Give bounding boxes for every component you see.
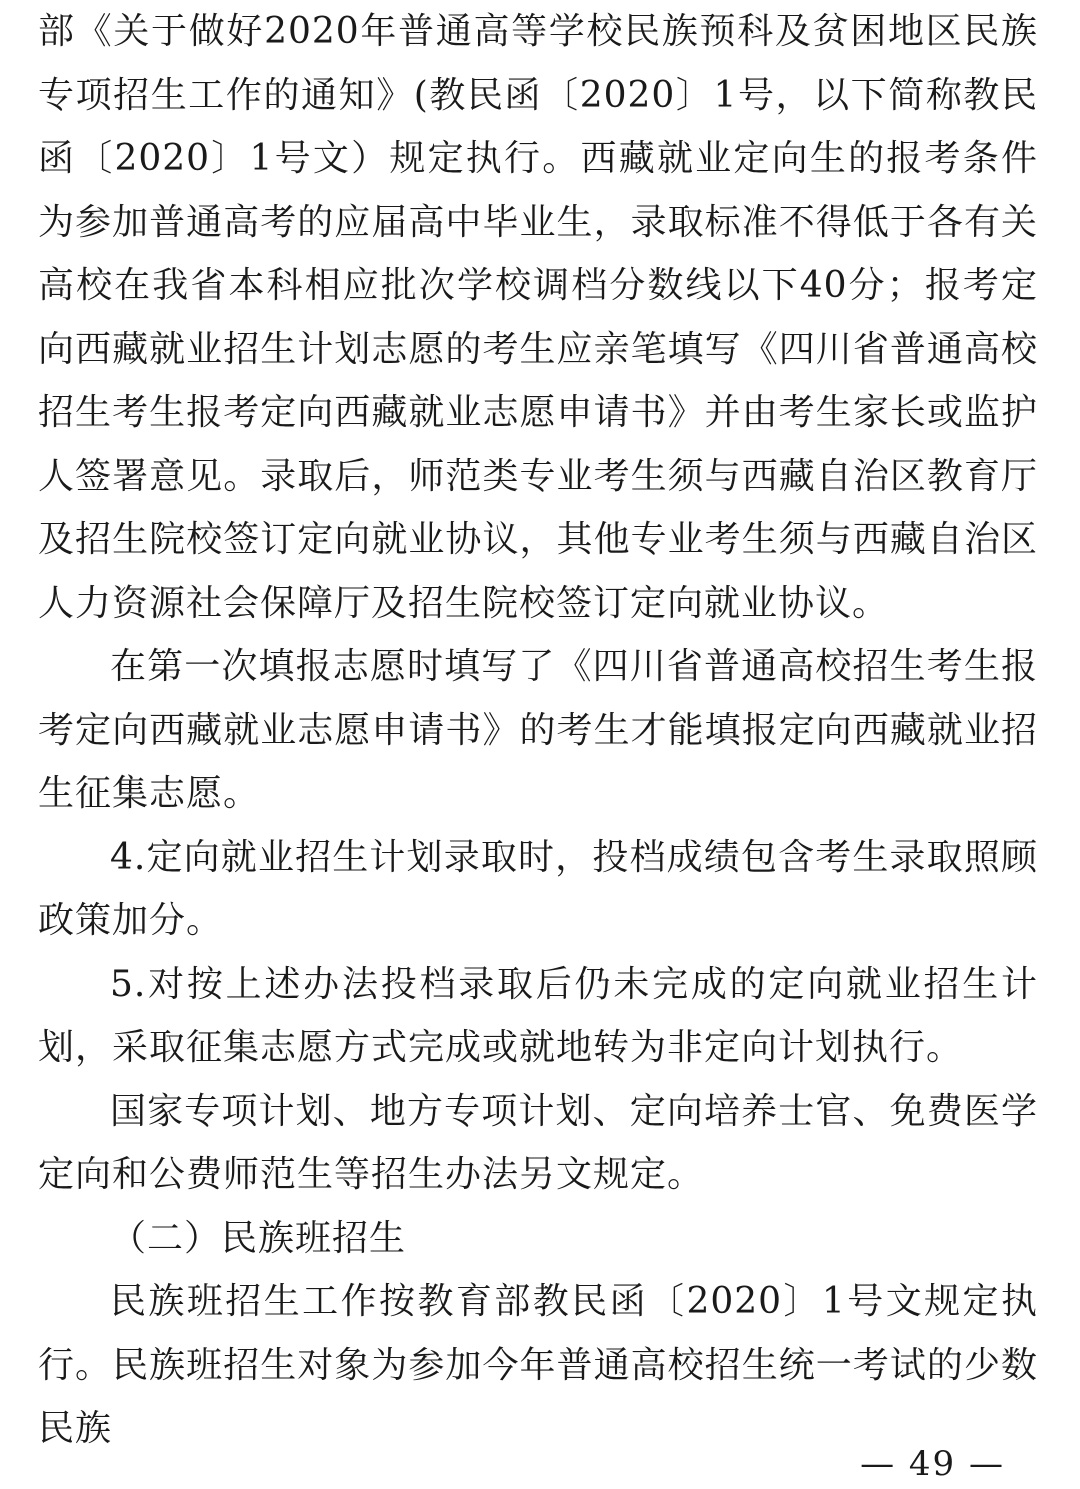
document-body — [38, 0, 1038, 1461]
paragraph-item-5: 5.对按上述办法投档录取后仍未完成的定向就业招生计划，采取征集志愿方式完成或就地转为非定向计划执行。 — [38, 963, 1038, 1068]
paragraph-special-plans: 国家专项计划、地方专项计划、定向培养士官、免费医学定向和公费师范生等招生办法另文规定。 — [38, 1090, 1038, 1195]
paragraph-ethnic-class: 民族班招生工作按教育部教民函〔2020〕1号文规定执行。民族班招生对象为参加今年普通高校招生统一考试的少数民族 — [38, 1281, 1038, 1449]
paragraph-second-fill: 在第一次填报志愿时填写了《四川省普通高校招生考生报考定向西藏就业志愿申请书》的考生才能填报定向西藏就业招生征集志愿。 — [38, 646, 1038, 814]
paragraph-continued: 部《关于做好2020年普通高等学校民族预科及贫困地区民族专项招生工作的通知》(教民函〔2020〕1号，以下简称教民函〔2020〕1号文）规定执行。西藏就业定向生的报考条件为参加普通高考的应届高中毕业生，录取标准不得低于各有关高校在我省本科相应批次学校调档分数线以下40分；报考定向西藏就业招生计划志愿的考生应亲笔填写《四川省普通高校招生考生报考定向西藏就业志愿申请书》并由考生家长或监护人签署意见。录取后，师范类专业考生须与西藏自治区教育厅及招生院校签订定向就业协议，其他专业考生须与西藏自治区人力资源社会保障厅及招生院校签订定向就业协议。 — [38, 11, 1038, 624]
section-heading-ethnic-class: （二）民族班招生 — [110, 1217, 407, 1259]
page-number: — 49 — — [860, 1444, 1005, 1484]
paragraph-item-4: 4.定向就业招生计划录取时，投档成绩包含考生录取照顾政策加分。 — [38, 836, 1038, 941]
